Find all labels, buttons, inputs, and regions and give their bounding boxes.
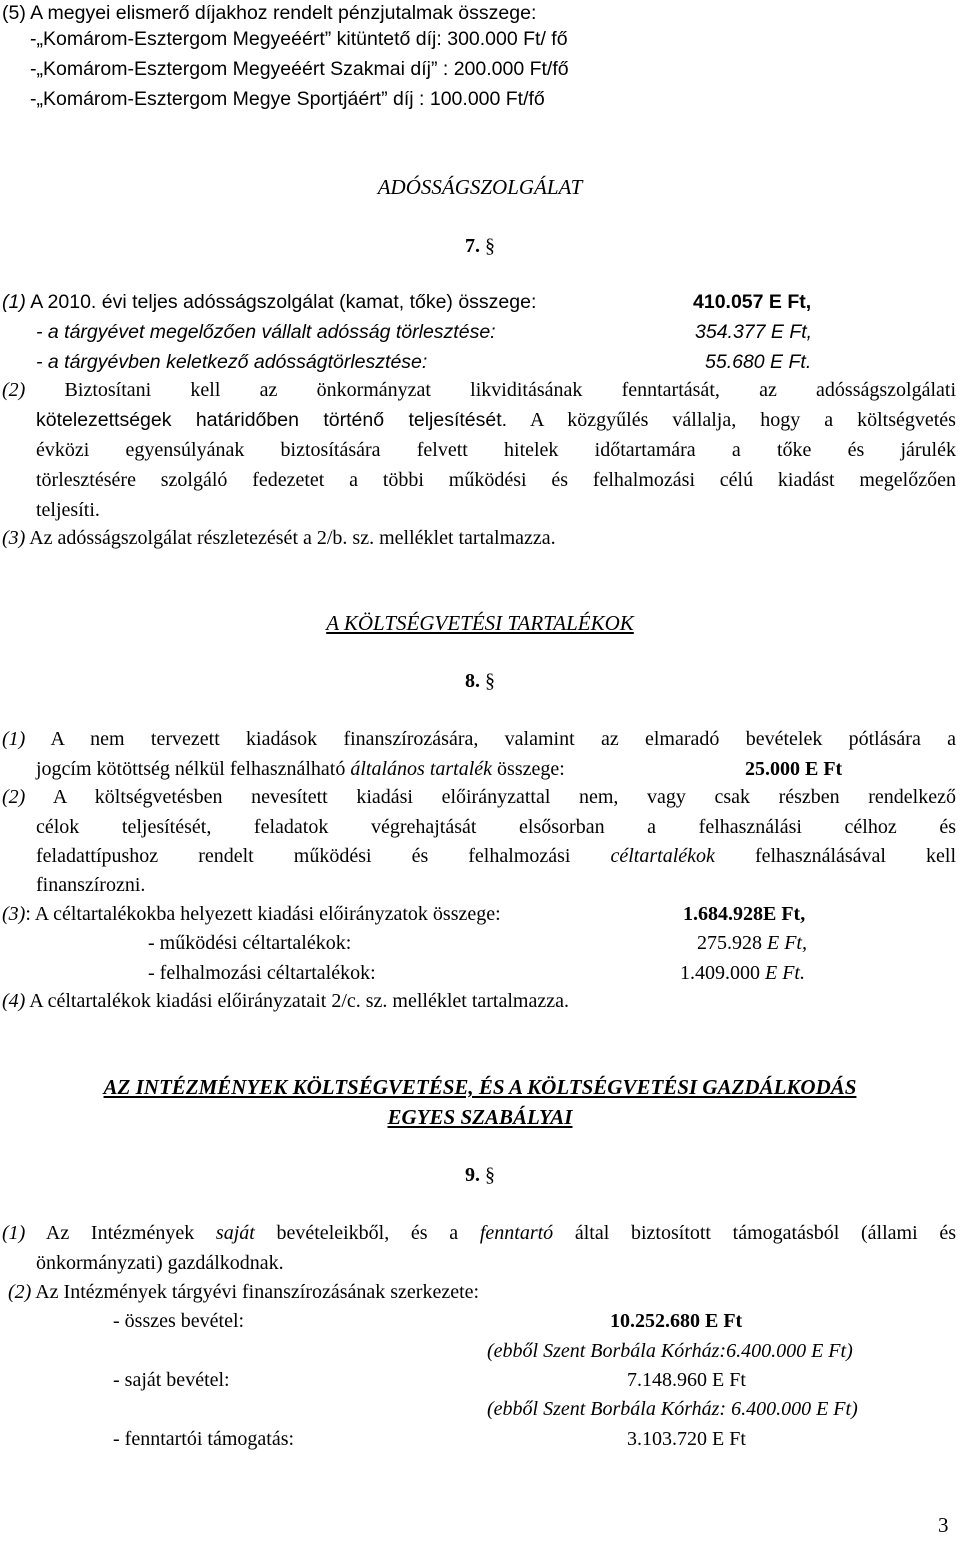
tartalek-p1-line1: (1) A nem tervezett kiadások finanszírozására, valamint az elmaradó bevételek pótlására a xyxy=(2,728,956,750)
adossag-p3: (3) Az adósságszolgálat részletezését a 2/b. sz. melléklet tartalmazza. xyxy=(2,527,556,549)
tartalek-p1-line2: jogcím kötöttség nélkül felhasználható általános tartalék összege: xyxy=(36,758,565,780)
section-heading-intezmeny-2: EGYES SZABÁLYAI xyxy=(387,1105,573,1129)
intezmeny-p1-line2: önkormányzati) gazdálkodnak. xyxy=(36,1252,284,1274)
adossag-p2-line5: teljesíti. xyxy=(36,499,100,521)
adossag-sub1: - a tárgyévet megelőzően vállalt adósság törlesztése: xyxy=(36,321,496,343)
intezmeny-p1-line1: (1) Az Intézmények saját bevételeikből, és a fenntartó által biztosított támogatásból (állami és xyxy=(2,1222,956,1244)
intezmeny-r1-label: - összes bevétel: xyxy=(113,1310,245,1332)
intezmeny-r3-value: 3.103.720 E Ft xyxy=(627,1428,746,1450)
paragraph-number-8: 8. § xyxy=(465,670,495,692)
intezmeny-r1-value: 10.252.680 E Ft xyxy=(610,1310,743,1332)
adossag-sub2: - a tárgyévben keletkező adósságtörlesztése: xyxy=(36,351,428,373)
tartalek-p3: (3): A céltartalékokba helyezett kiadási előirányzatok összege: xyxy=(2,903,501,925)
intezmeny-r2-value: 7.148.960 E Ft xyxy=(627,1369,746,1391)
tartalek-sub1-value: 275.928 E Ft, xyxy=(697,932,807,954)
paragraph-number-7: 7. § xyxy=(465,235,495,257)
tartalek-p2-line2: célok teljesítését, feladatok végrehajtását elsősorban a felhasználási célhoz és xyxy=(36,816,956,838)
section-heading-intezmeny-1: AZ INTÉZMÉNYEK KÖLTSÉGVETÉSE, ÉS A KÖLTSÉGVETÉSI GAZDÁLKODÁS xyxy=(103,1075,857,1099)
section-heading-adossag: ADÓSSÁGSZOLGÁLAT xyxy=(377,175,583,199)
tartalek-p2-line4: finanszírozni. xyxy=(36,874,146,896)
intezmeny-r1-note: (ebből Szent Borbála Kórház:6.400.000 E Ft) xyxy=(487,1340,853,1362)
paragraph-number-9: 9. § xyxy=(465,1164,495,1186)
s5-item-3: -„Komárom-Esztergom Megye Sportjáért” díj : 100.000 Ft/fő xyxy=(30,88,545,110)
s5-title: (5) A megyei elismerő díjakhoz rendelt pénzjutalmak összege: xyxy=(2,2,537,24)
intezmeny-p2: (2) Az Intézmények tárgyévi finanszírozásának szerkezete: xyxy=(8,1281,480,1303)
section-heading-tartalek: A KÖLTSÉGVETÉSI TARTALÉKOK xyxy=(326,611,634,635)
adossag-sub2-value: 55.680 E Ft. xyxy=(705,351,812,373)
section-sign-icon: § xyxy=(485,1164,495,1186)
adossag-sub1-value: 354.377 E Ft, xyxy=(695,321,813,343)
adossag-p1: (1) A 2010. évi teljes adósságszolgálat (kamat, tőke) összege: xyxy=(2,291,537,313)
tartalek-sub1: - működési céltartalékok: xyxy=(148,932,352,954)
adossag-p2-line4: törlesztésére szolgáló fedezetet a többi működési és felhalmozási célú kiadást megelőzően xyxy=(36,469,956,491)
section-sign-icon: § xyxy=(485,235,495,257)
page-number: 3 xyxy=(938,1513,949,1537)
adossag-p2-line3: évközi egyensúlyának biztosítására felvett hitelek időtartamára a tőke és járulék xyxy=(36,439,956,461)
tartalek-p3-value: 1.684.928E Ft, xyxy=(683,903,806,925)
intezmeny-r2-note: (ebből Szent Borbála Kórház: 6.400.000 E Ft) xyxy=(487,1398,858,1420)
adossag-p2-line1: (2) Biztosítani kell az önkormányzat likviditásának fenntartását, az adósságszolgálati xyxy=(2,379,956,401)
intezmeny-r2-label: - saját bevétel: xyxy=(113,1369,230,1391)
s5-item-2: -„Komárom-Esztergom Megyeéért Szakmai díj” : 200.000 Ft/fő xyxy=(30,58,569,80)
tartalek-p4: (4) A céltartalékok kiadási előirányzatait 2/c. sz. melléklet tartalmazza. xyxy=(2,990,569,1012)
section-sign-icon: § xyxy=(485,670,495,692)
tartalek-p2-line1: (2) A költségvetésben nevesített kiadási előirányzattal nem, vagy csak részben rendelkező xyxy=(2,786,956,808)
adossag-p1-value: 410.057 E Ft, xyxy=(693,291,812,313)
tartalek-p1-value: 25.000 E Ft xyxy=(745,758,843,780)
s5-item-1: -„Komárom-Esztergom Megyeéért” kitüntető díj: 300.000 Ft/ fő xyxy=(30,28,568,50)
tartalek-sub2-value: 1.409.000 E Ft. xyxy=(680,962,805,984)
tartalek-p2-line3: feladattípushoz rendelt működési és felhalmozási céltartalékok felhasználásával kell xyxy=(36,845,957,867)
tartalek-sub2: - felhalmozási céltartalékok: xyxy=(148,962,376,984)
adossag-p2-line2: kötelezettségek határidőben történő teljesítését. A közgyűlés vállalja, hogy a költségvetés xyxy=(36,409,956,431)
intezmeny-r3-label: - fenntartói támogatás: xyxy=(113,1428,295,1450)
